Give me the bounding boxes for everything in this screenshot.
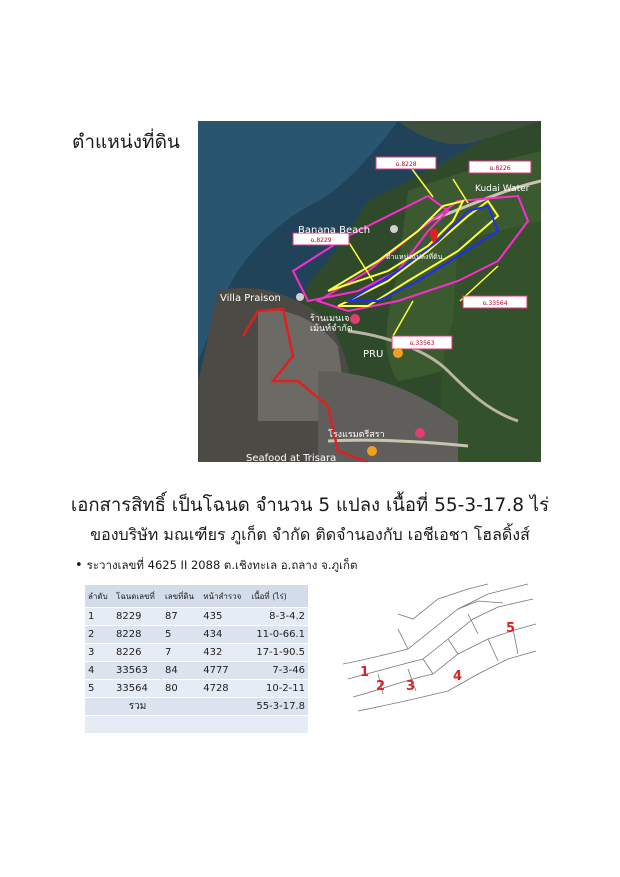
- table-header-row: [85, 585, 308, 608]
- cell-order: 3: [85, 644, 113, 662]
- header-deed-no: โฉนดเลขที่: [113, 585, 162, 608]
- plot-number-4: 4: [453, 669, 463, 684]
- map-graphic: [198, 121, 541, 462]
- plot-tag-8228: ฉ.8228: [395, 161, 417, 168]
- header-order: ลำดับ: [85, 585, 113, 608]
- cell-deed-no: 33564: [113, 680, 162, 698]
- place-restaurant: ร้านเมนเจ: [310, 314, 350, 324]
- plot-location-label: ตำแหน่งแปลงที่ดิน: [386, 253, 443, 261]
- location-heading: ตำแหน่งที่ดิน: [72, 131, 180, 153]
- cell-deed-no: 8229: [113, 608, 162, 626]
- plot-number-1: 1: [360, 665, 370, 680]
- satellite-map: [198, 121, 541, 462]
- plot-number-2: 2: [376, 679, 386, 694]
- total-value: 55-3-17.8: [248, 698, 308, 716]
- header-land-no: เลขที่ดิน: [162, 585, 200, 608]
- cell-deed-no: 33563: [113, 662, 162, 680]
- cell-area: 11-0-66.1: [248, 626, 308, 644]
- cell-area: 17-1-90.5: [248, 644, 308, 662]
- cell-land-no: 87: [162, 608, 200, 626]
- cell-survey-page: 432: [200, 644, 248, 662]
- table-row: [85, 662, 308, 680]
- place-company: เม้นท์จำกัด: [310, 324, 353, 334]
- cell-order: 4: [85, 662, 113, 680]
- summary-line-2: ของบริษัท มณเฑียร ภูเก็ต จำกัด ติดจำนองกับ เอชีเอชา โฮลดิ้งส์: [90, 525, 530, 544]
- cell-area: 10-2-11: [248, 680, 308, 698]
- table-row: [85, 644, 308, 662]
- cell-land-no: 7: [162, 644, 200, 662]
- survey-sheet-text: ระวางเลขที่ 4625 II 2088 ต.เชิงทะเล อ.ถลาง จ.ภูเก็ต: [86, 558, 358, 572]
- summary-line-1: เอกสารสิทธิ์ เป็นโฉนด จำนวน 5 แปลง เนื้อที่ 55-3-17.8 ไร่: [70, 495, 550, 516]
- cell-order: 2: [85, 626, 113, 644]
- cell-survey-page: 4777: [200, 662, 248, 680]
- plot-tag-8226: ฉ.8226: [489, 165, 511, 172]
- cell-area: 8-3-4.2: [248, 608, 308, 626]
- survey-sheet-line: [75, 557, 357, 575]
- bullet-icon: •: [75, 558, 83, 573]
- table-row: [85, 680, 308, 698]
- cell-land-no: 5: [162, 626, 200, 644]
- header-survey-page: หน้าสำรวจ: [200, 585, 248, 608]
- cell-deed-no: 8226: [113, 644, 162, 662]
- plot-plan-graphic: [338, 579, 538, 719]
- cell-order: 1: [85, 608, 113, 626]
- plot-tag-8229: ฉ.8229: [310, 237, 332, 244]
- total-label: รวม: [113, 698, 162, 716]
- plot-tag-33564: ฉ.33564: [482, 300, 508, 307]
- plot-number-3: 3: [406, 679, 416, 694]
- cell-survey-page: 434: [200, 626, 248, 644]
- header-area: เนื้อที่ (ไร่): [248, 585, 308, 608]
- cell-land-no: 80: [162, 680, 200, 698]
- table-empty-row: [85, 716, 308, 734]
- table-row: [85, 608, 308, 626]
- place-seafood-trisara: Seafood at Trisara: [246, 453, 337, 462]
- table-row: [85, 626, 308, 644]
- cell-survey-page: 435: [200, 608, 248, 626]
- place-villa-praison: Villa Praison: [220, 293, 281, 304]
- place-pru: PRU: [363, 349, 384, 360]
- plot-tag-33563: ฉ.33563: [409, 340, 435, 347]
- cell-area: 7-3-46: [248, 662, 308, 680]
- table-total-row: [85, 698, 308, 716]
- cell-order: 5: [85, 680, 113, 698]
- plot-plan-sketch: [338, 579, 538, 719]
- place-banana-beach: Banana Beach: [298, 225, 371, 236]
- place-kudai-water: Kudai Water: [475, 184, 530, 194]
- plot-number-5: 5: [506, 621, 516, 636]
- cell-land-no: 84: [162, 662, 200, 680]
- place-trisara-hotel: โรงแรมตรีสรา: [328, 430, 385, 440]
- cell-survey-page: 4728: [200, 680, 248, 698]
- cell-deed-no: 8228: [113, 626, 162, 644]
- deed-table: [85, 585, 308, 733]
